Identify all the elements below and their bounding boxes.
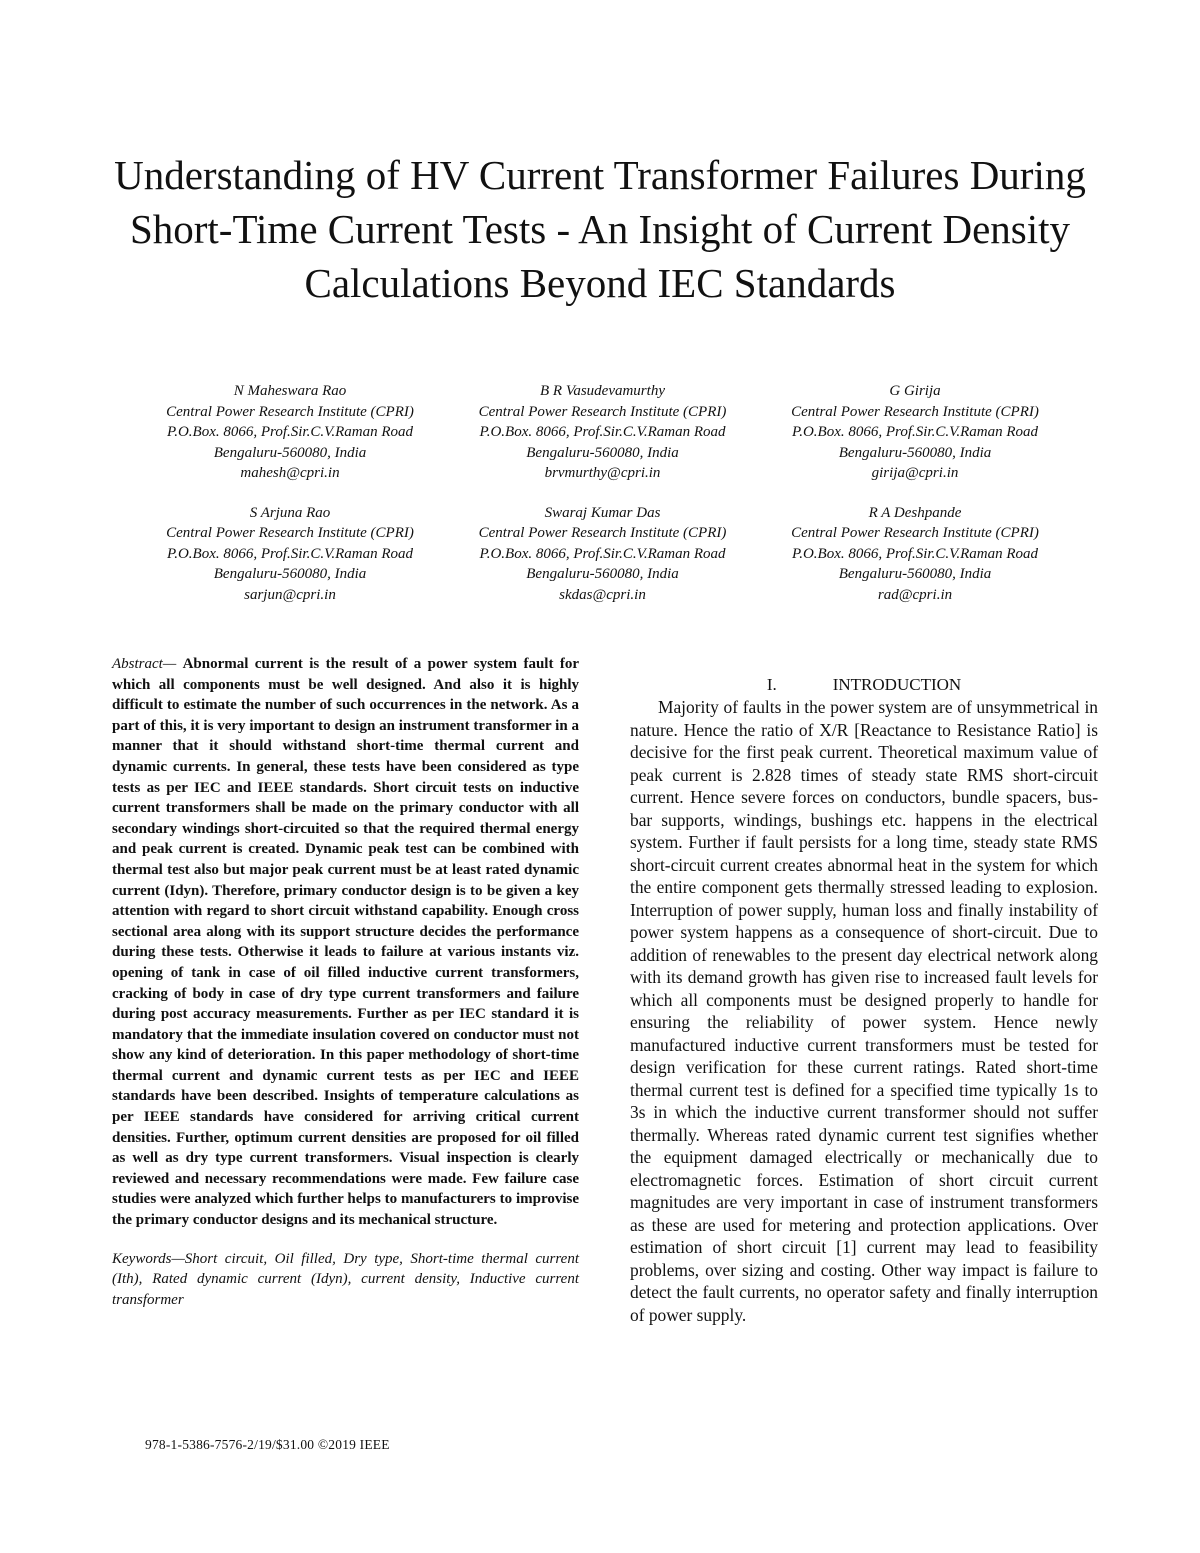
author-email: skdas@cpri.in	[559, 586, 646, 603]
author-city: Bengaluru-560080, India	[213, 444, 367, 461]
author-card	[140, 503, 440, 606]
author-email: rad@cpri.in	[877, 586, 953, 603]
author-affiliation: Central Power Research Institute (CPRI)	[166, 403, 414, 420]
copyright-notice: 978-1-5386-7576-2/19/$31.00 ©2019 IEEE	[145, 1437, 390, 1452]
author-name: N Maheswara Rao	[233, 383, 347, 399]
keywords: Keywords—Short circuit, Oil filled, Dry type, Short-time thermal current (Ith), Rated dynamic current (Idyn), current density, Inductive current transformer	[112, 1250, 579, 1308]
right-column	[630, 674, 1098, 1326]
author-email: mahesh@cpri.in	[240, 465, 340, 481]
abstract	[112, 654, 579, 1231]
author-name: B R Vasudevamurthy	[540, 383, 665, 399]
author-address: P.O.Box. 8066, Prof.Sir.C.V.Raman Road	[479, 424, 726, 440]
author-email: girija@cpri.in	[871, 465, 959, 481]
author-row	[140, 503, 1065, 606]
author-affiliation: Central Power Research Institute (CPRI)	[791, 403, 1039, 420]
author-card	[453, 503, 753, 606]
author-name: G Girija	[889, 383, 941, 399]
author-affiliation: Central Power Research Institute (CPRI)	[478, 525, 727, 541]
abstract-label: Abstract—	[112, 656, 177, 672]
author-affiliation: Central Power Research Institute (CPRI)	[791, 525, 1039, 541]
author-city: Bengaluru-560080, India	[213, 566, 367, 582]
author-card	[453, 381, 753, 484]
author-email: sarjun@cpri.in	[244, 586, 336, 603]
author-name: S Arjuna Rao	[249, 504, 331, 521]
author-email: brvmurthy@cpri.in	[544, 465, 661, 481]
author-affiliation: Central Power Research Institute (CPRI)	[166, 525, 414, 541]
author-card	[765, 381, 1065, 484]
author-address: P.O.Box. 8066, Prof.Sir.C.V.Raman Road	[479, 545, 726, 562]
author-city: Bengaluru-560080, India	[526, 566, 679, 582]
author-address: P.O.Box. 8066, Prof.Sir.C.V.Raman Road	[792, 424, 1038, 440]
author-card	[140, 381, 440, 484]
section-title: INTRODUCTION	[832, 675, 962, 694]
author-name: Swaraj Kumar Das	[544, 504, 661, 521]
author-card	[765, 503, 1065, 606]
paper-title: Understanding of HV Current Transformer Failures During Short-Time Current Tests - An Insight of Current Density Calculations Beyond IEC Standards	[114, 152, 1086, 306]
introduction-text: Majority of faults in the power system are of unsymmetrical in nature. Hence the ratio of X/R [Reactance to Resistance Ratio] is decisive for the first peak current. Theoretical maximum value of peak current is 2.828 times of steady state RMS short-circuit current. Hence severe forces on conductors, bundle spacers, bus-bar supports, windings, bushings etc. happens in the electrical system. Further if fault persists for a long time, steady state RMS short-circuit current creates abnormal heat in the system for which the entire component gets thermally stressed leading to explosion. Interruption of power supply, human loss and finally instability of power system happens as a consequence of short-circuit. Due to addition of renewables to the present day electrical network along with its demand growth has given rise to increased fault levels for which all components must be designed properly to handle for ensuring the reliability of power system. Hence newly manufactured inductive current transformers must be tested for design verification for these current ratings. Rated short-time thermal current test is defined for a specified time typically 1s to 3s in which the inductive current transformer should not suffer thermally. Whereas rated dynamic current test signifies whether the equipment damaged electrically or mechanically due to electromagnetic forces. Estimation of short circuit current magnitudes are very important in case of instrument transformers as these are used for metering and protection applications. Over estimation of short circuit [1] current may lead to feasibility problems, over sizing and costing. Other way impact is failure to detect the fault currents, no operator safety and finally interruption of power supply.	[630, 697, 1098, 1325]
author-block	[140, 381, 1065, 624]
section-number: I.	[766, 675, 777, 694]
abstract-text: Abnormal current is the result of a power system fault for which all components must be well designed. And also it is highly difficult to estimate the number of such occurrences in the network. As a part of this, it is very important to design an instrument transformer in a manner that it should withstand short-time thermal current and dynamic currents. In general, these tests have been considered as type tests as per IEC and IEEE standards. Short circuit tests on inductive current transformers shall be made on the primary conductor with all secondary windings short-circuited so that the required thermal energy and peak current is created. Dynamic peak test can be combined with thermal test also but major peak current must be at least rated dynamic current (Idyn). Therefore, primary conductor design is to be given a key attention with regard to short circuit withstand capability. Enough cross sectional area along with its support structure decides the performance during these tests. Otherwise it leads to failure at various instants viz. opening of tank in case of oil filled inductive current transformers, cracking of body in case of dry type current transformers and failure during post accuracy measurements. Further as per IEC standard it is mandatory that the immediate insulation covered on conductor must not show any kind of deterioration. In this paper methodology of short-time thermal current and dynamic current tests as per IEC and IEEE standards have been described. Insights of temperature calculations as per IEEE standards have considered for arriving critical current densities. Further, optimum current densities are proposed for oil filled as well as dry type current transformers. Visual inspection is clearly reviewed and necessary recommendations were made. Few failure case studies were analyzed which further helps to manufacturers to improvise the primary conductor designs and its mechanical structure.	[112, 656, 579, 1229]
left-column	[112, 654, 579, 1310]
author-address: P.O.Box. 8066, Prof.Sir.C.V.Raman Road	[167, 424, 413, 440]
author-city: Bengaluru-560080, India	[526, 444, 679, 461]
section-heading	[630, 674, 1098, 696]
author-address: P.O.Box. 8066, Prof.Sir.C.V.Raman Road	[792, 545, 1038, 562]
author-city: Bengaluru-560080, India	[838, 566, 992, 582]
author-address: P.O.Box. 8066, Prof.Sir.C.V.Raman Road	[167, 545, 413, 562]
author-name: R A Deshpande	[868, 504, 962, 521]
author-row	[140, 381, 1065, 484]
author-city: Bengaluru-560080, India	[838, 444, 992, 461]
author-affiliation: Central Power Research Institute (CPRI)	[478, 403, 727, 420]
